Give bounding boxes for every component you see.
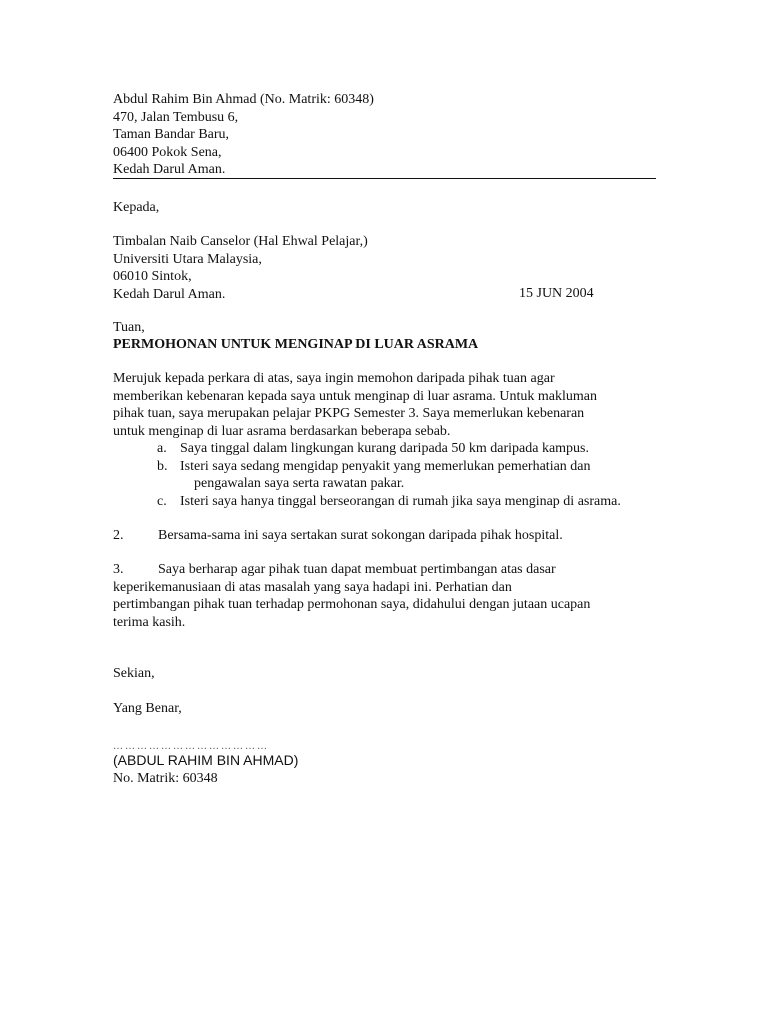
recipient-line: Universiti Utara Malaysia, [113,251,262,267]
paragraph-line: pertimbangan pihak tuan terhadap permohonan saya, didahului dengan jutaan ucapan [113,597,591,612]
list-text: Isteri saya hanya tinggal berseorangan di rumah jika saya menginap di asrama. [180,493,621,509]
letter-date: 15 JUN 2004 [519,286,594,301]
sender-line: 470, Jalan Tembusu 6, [113,109,239,125]
recipient-line: 06010 Sintok, [113,269,192,284]
intro-line: pihak tuan, saya merupakan pelajar PKPG Semester 3. Saya memerlukan kebenaran [113,406,585,421]
closing: Sekian, [113,666,155,681]
sender-address [113,91,374,179]
list-marker: a. [157,441,167,456]
signature-line: ………………………………… [113,741,269,752]
sender-line: Abdul Rahim Bin Ahmad (No. Matrik: 60348) [113,92,374,107]
paragraph-number: 2. [113,528,124,543]
paragraph-line: keperikemanusiaan di atas masalah yang saya hadapi ini. Perhatian dan [113,579,512,595]
signature-block [113,752,298,787]
list-text: Saya tinggal dalam lingkungan kurang daripada 50 km daripada kampus. [180,441,590,456]
header-divider [113,178,656,179]
salutation: Tuan, [113,320,145,335]
list-marker: c. [157,493,167,509]
list-text: pengawalan saya serta rawatan pakar. [194,476,405,491]
paragraph-text: Bersama-sama ini saya sertakan surat sokongan daripada pihak hospital. [158,528,563,543]
list-marker: b. [157,458,168,474]
sender-line: 06400 Pokok Sena, [113,144,222,160]
paragraph-line: terima kasih. [113,614,186,630]
sender-line: Kedah Darul Aman. [113,162,226,177]
recipient-line: Kedah Darul Aman. [113,286,226,302]
paragraph-3-continuation [113,579,590,632]
intro-line: untuk menginap di luar asrama berdasarkan beberapa sebab. [113,423,451,439]
intro-paragraph [113,370,597,440]
intro-line: Merujuk kepada perkara di atas, saya ingin memohon daripada pihak tuan agar [113,371,555,386]
signature-matrik: No. Matrik: 60348 [113,770,218,786]
recipient-line: Timbalan Naib Canselor (Hal Ehwal Pelajar,) [113,234,368,249]
recipient-address [113,233,368,303]
signature-name: (ABDUL RAHIM BIN AHMAD) [113,752,299,768]
letter-subject: PERMOHONAN UNTUK MENGINAP DI LUAR ASRAMA [113,337,479,352]
yang-benar: Yang Benar, [113,701,182,716]
paragraph-number: 3. [113,562,124,577]
intro-line: memberikan kebenaran kepada saya untuk menginap di luar asrama. Untuk makluman [113,388,597,404]
paragraph-text: Saya berharap agar pihak tuan dapat membuat pertimbangan atas dasar [158,562,556,577]
sender-line: Taman Bandar Baru, [113,127,230,142]
list-text: Isteri saya sedang mengidap penyakit yang memerlukan pemerhatian dan [180,458,591,474]
kepada-label: Kepada, [113,200,160,215]
